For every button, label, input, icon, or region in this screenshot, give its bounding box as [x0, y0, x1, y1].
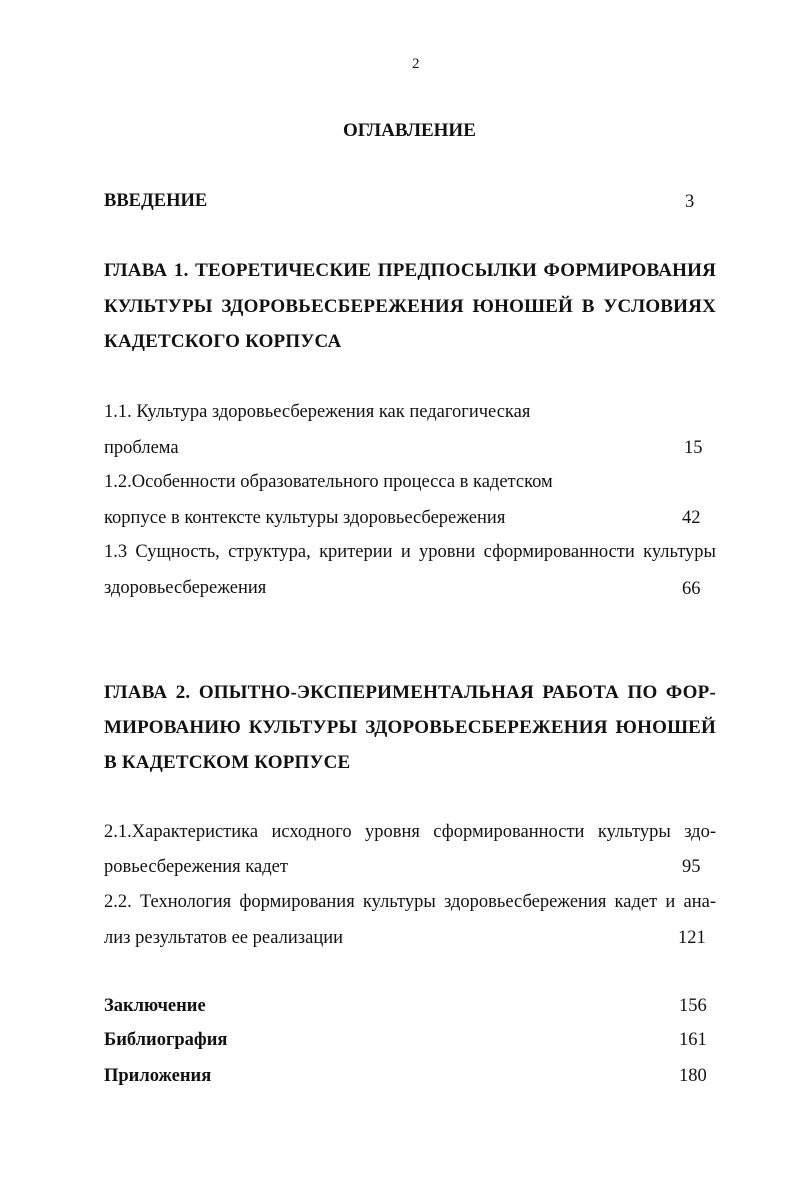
conclusion-label: Заключение [104, 996, 206, 1016]
chapter1-heading-line2: КУЛЬТУРЫ ЗДОРОВЬЕСБЕРЕЖЕНИЯ ЮНОШЕЙ В УСЛОВИЯХ [104, 296, 716, 317]
section-1-1-page: 15 [684, 438, 703, 458]
section-2-2-line1: 2.2. Технология формирования культуры здоровьесбережения кадет и ана- [104, 892, 716, 912]
toc-title: ОГЛАВЛЕНИЕ [343, 120, 476, 141]
chapter2-heading-line3: В КАДЕТСКОМ КОРПУСЕ [104, 752, 351, 773]
conclusion-page: 156 [679, 996, 707, 1016]
chapter1-heading-line1: ГЛАВА 1. ТЕОРЕТИЧЕСКИЕ ПРЕДПОСЫЛКИ ФОРМИРОВАНИЯ [104, 260, 716, 281]
section-1-3-line2: здоровьесбережения [104, 578, 267, 598]
section-2-1-line2: ровьесбережения кадет [104, 857, 288, 877]
page-number: 2 [412, 56, 420, 72]
chapter2-heading-line2: МИРОВАНИЮ КУЛЬТУРЫ ЗДОРОВЬЕСБЕРЕЖЕНИЯ ЮНОШЕЙ [104, 717, 716, 738]
chapter1-heading-line3: КАДЕТСКОГО КОРПУСА [104, 331, 342, 352]
section-1-2-line1: 1.2.Особенности образовательного процесса в кадетском [104, 472, 553, 492]
section-1-2-line2: корпусе в контексте культуры здоровьесбережения [104, 508, 506, 528]
section-2-1-page: 95 [682, 857, 701, 877]
section-2-1-line1: 2.1.Характеристика исходного уровня сформированности культуры здо- [104, 822, 716, 842]
appendices-page: 180 [679, 1066, 707, 1086]
appendices-label: Приложения [104, 1066, 212, 1086]
section-1-3-page: 66 [682, 579, 701, 599]
section-1-1-line2: проблема [104, 438, 179, 458]
bibliography-label: Библиография [104, 1030, 228, 1050]
section-2-2-line2: лиз результатов ее реализации [104, 928, 344, 948]
section-1-1-line1: 1.1. Культура здоровьесбережения как педагогическая [104, 402, 531, 422]
toc-intro-page: 3 [685, 192, 695, 212]
section-1-2-page: 42 [682, 508, 701, 528]
chapter2-heading-line1: ГЛАВА 2. ОПЫТНО-ЭКСПЕРИМЕНТАЛЬНАЯ РАБОТА ПО ФОР- [104, 682, 716, 703]
section-2-2-page: 121 [678, 928, 706, 948]
bibliography-page: 161 [679, 1030, 707, 1050]
toc-intro-label: ВВЕДЕНИЕ [104, 191, 208, 211]
section-1-3-line1: 1.3 Сущность, структура, критерии и уровни сформированности культуры [104, 542, 716, 562]
